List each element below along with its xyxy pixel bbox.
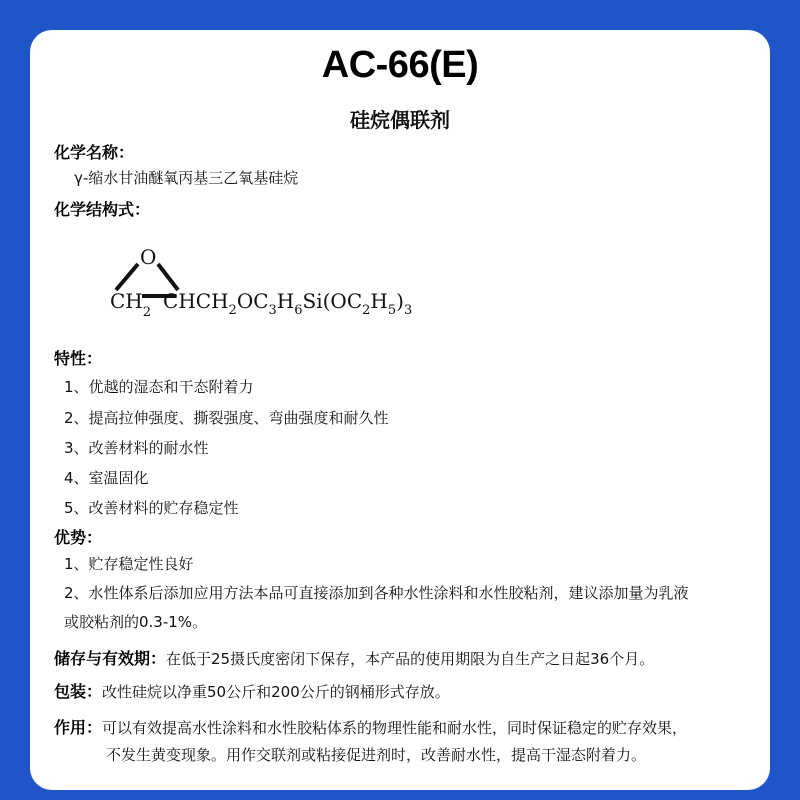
feature-item-3: 3、改善材料的耐水性 [64, 439, 209, 457]
product-card [30, 30, 770, 790]
epoxide-bond-right [158, 264, 178, 290]
structure-label: 化学结构式： [54, 200, 151, 219]
chemical-name-label: 化学名称： [54, 143, 135, 162]
chemical-name-value: γ-缩水甘油醚氧丙基三乙氧基硅烷 [74, 169, 299, 187]
product-subtitle: 硅烷偶联剂 [350, 108, 450, 132]
feature-item-2: 2、提高拉伸强度、撕裂强度、弯曲强度和耐久性 [64, 409, 389, 427]
storage-text: 在低于25摄氏度密闭下保存，本产品的使用期限为自生产之日起36个月。 [166, 650, 655, 668]
formula-text: $CH_2$ $CHCH_2OC_3H_6Si(OC_2H_5)_3$ [110, 289, 413, 320]
feature-item-4: 4、室温固化 [64, 469, 149, 487]
product-title: AC-66(E) [321, 44, 479, 86]
function-row [54, 714, 766, 769]
epoxide-bond-left [116, 264, 138, 290]
epoxide-oxygen: O [140, 245, 157, 269]
function-label: 作用： [54, 718, 103, 737]
function-text-a: 可以有效提高水性涂料和水性胶粘体系的物理性能和耐水性，同时保证稳定的贮存效果， [102, 719, 688, 737]
storage-row [54, 645, 766, 673]
advantage-item-2: 2、水性体系后添加应用方法本品可直接添加到各种水性涂料和水性胶粘剂，建议添加量为乳液 或胶粘剂的0.3-1%。 [64, 584, 689, 631]
feature-item-1: 1、优越的湿态和干态附着力 [64, 378, 254, 396]
packaging-text: 改性硅烷以净重50公斤和200公斤的钢桶形式存放。 [102, 683, 450, 701]
feature-item-5: 5、改善材料的贮存稳定性 [64, 499, 239, 517]
packaging-label: 包装： [54, 682, 103, 701]
storage-label: 储存与有效期： [54, 649, 167, 668]
advantage-item-1: 1、贮存稳定性良好 [64, 555, 194, 573]
function-text-b: 不发生黄变现象。用作交联剂或粘接促进剂时，改善耐水性，提高干湿态附着力。 [106, 746, 647, 764]
features-label: 特性： [54, 349, 103, 368]
structural-formula [100, 238, 480, 328]
packaging-row [54, 678, 766, 706]
advantages-label: 优势： [54, 528, 103, 547]
